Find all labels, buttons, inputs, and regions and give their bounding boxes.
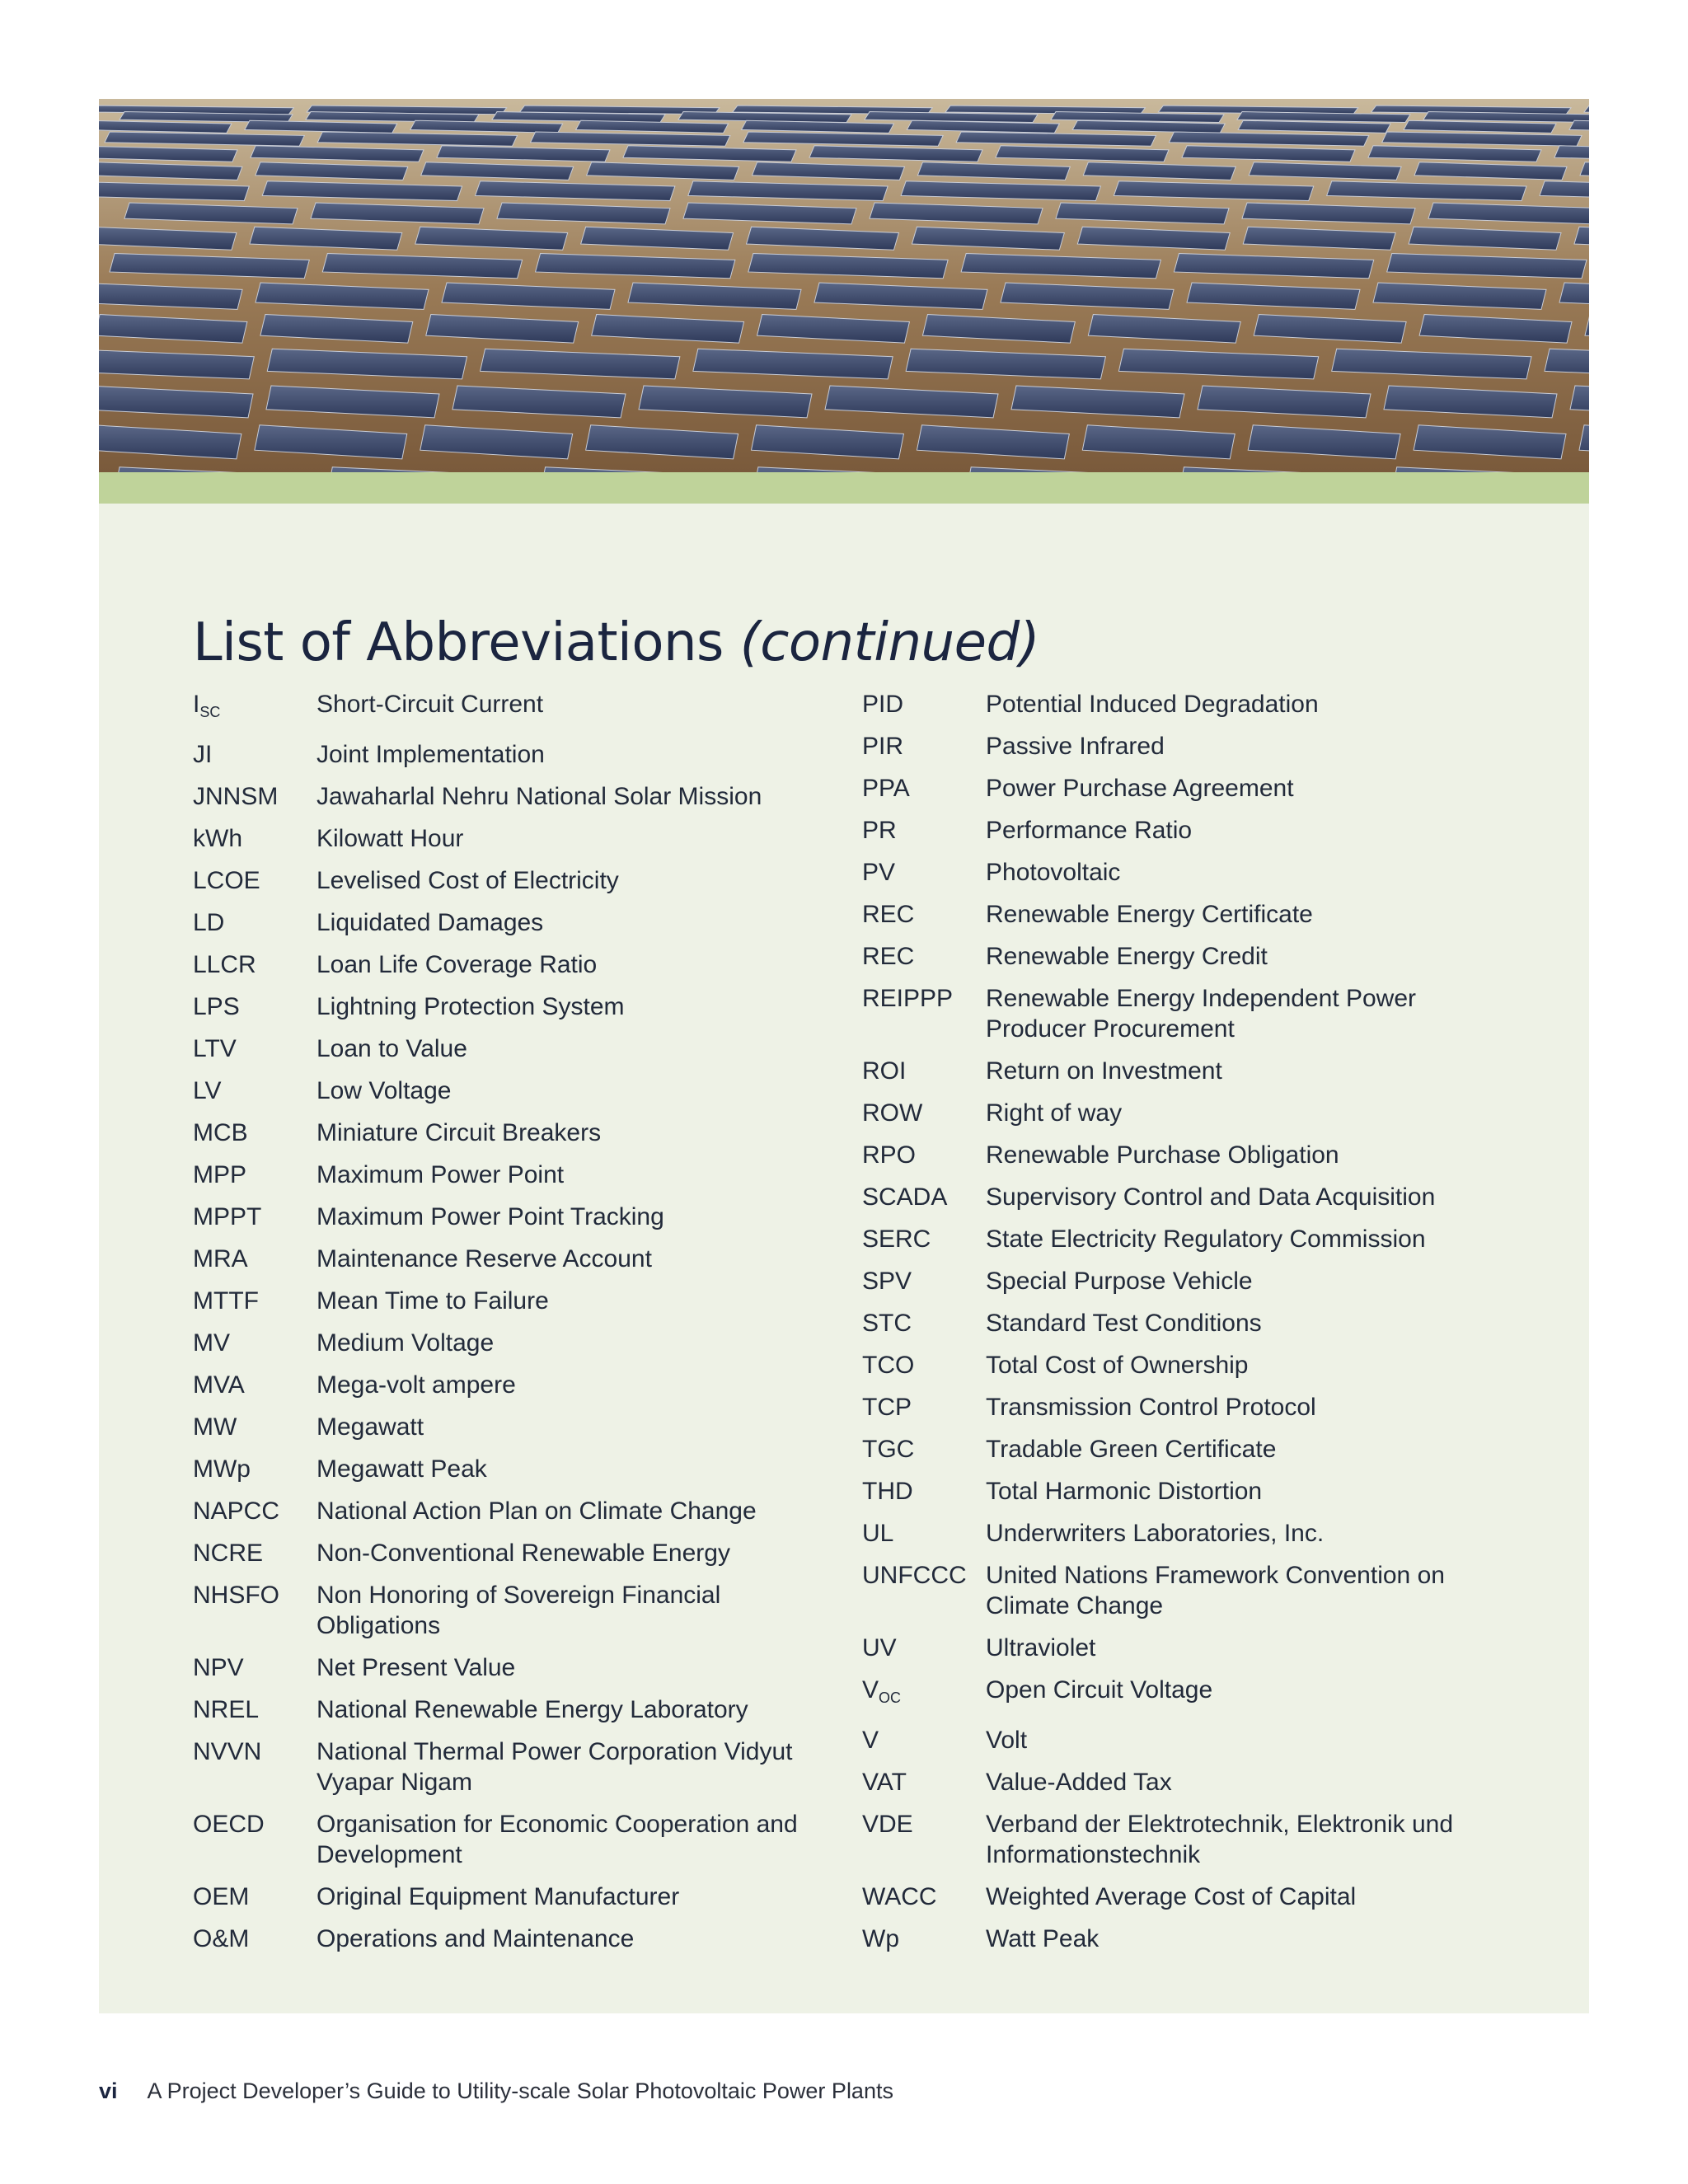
abbreviation-term: NAPCC: [193, 1497, 280, 1525]
abbreviation-row: [193, 1118, 836, 1148]
abbreviation-row: [193, 781, 836, 812]
abbreviations-left-column: [193, 689, 836, 1966]
abbreviation-definition: Operations and Maintenance: [316, 1925, 635, 1952]
abbreviation-row: [862, 1767, 1505, 1797]
abbreviation-row: [193, 1412, 836, 1442]
page-footer: [99, 2079, 893, 2104]
abbreviation-term: TCO: [862, 1352, 915, 1379]
abbreviation-term: $V_{OC}$: [862, 1676, 902, 1706]
abbreviation-definition: Mean Time to Failure: [316, 1287, 549, 1315]
abbreviation-term: PPA: [862, 775, 910, 802]
abbreviation-definition: Supervisory Control and Data Acquisition: [986, 1183, 1436, 1211]
abbreviation-term: UL: [862, 1520, 894, 1547]
abbreviation-row: [862, 1882, 1505, 1912]
abbreviation-row: [862, 1434, 1505, 1465]
abbreviation-term: PIR: [862, 733, 904, 760]
abbreviation-term: NHSFO: [193, 1582, 279, 1609]
abbreviation-row: [193, 1033, 836, 1064]
abbreviation-row: [193, 739, 836, 770]
abbreviation-term: OECD: [193, 1811, 265, 1838]
abbreviation-definition: Ultraviolet: [986, 1634, 1096, 1661]
abbreviation-term: NCRE: [193, 1540, 264, 1567]
abbreviation-term: LPS: [193, 993, 240, 1020]
abbreviation-definition: Transmission Control Protocol: [986, 1394, 1316, 1421]
abbreviation-term: $I_{SC}$: [193, 691, 221, 720]
abbreviation-definition: Photovoltaic: [986, 859, 1121, 886]
abbreviation-row: [193, 1454, 836, 1484]
abbreviation-row: [862, 1224, 1505, 1254]
abbreviation-term: RPO: [862, 1141, 917, 1169]
abbreviation-row: [193, 1244, 836, 1274]
abbreviation-term: PID: [862, 691, 904, 718]
abbreviation-row: [862, 1392, 1505, 1422]
abbreviation-definition: Miniature Circuit Breakers: [316, 1119, 602, 1146]
abbreviation-definition: Volt: [986, 1727, 1028, 1754]
abbreviation-definition: Short-Circuit Current: [316, 691, 544, 718]
abbreviation-definition: Loan Life Coverage Ratio: [316, 951, 598, 978]
abbreviation-definition: Renewable Purchase Obligation: [986, 1141, 1339, 1169]
abbreviation-subscript: SC: [199, 704, 221, 720]
abbreviation-row: [193, 991, 836, 1022]
abbreviation-term: kWh: [193, 825, 242, 852]
title-main: List of Abbreviations: [193, 612, 724, 673]
abbreviation-definition: Maximum Power Point: [316, 1161, 565, 1188]
abbreviation-term: Wp: [862, 1925, 899, 1952]
abbreviation-row: [193, 1652, 836, 1683]
abbreviation-definition: Levelised Cost of Electricity: [316, 867, 619, 894]
abbreviation-term: ROI: [862, 1057, 907, 1085]
abbreviation-row: [193, 1736, 836, 1797]
abbreviation-row: [862, 1056, 1505, 1086]
abbreviation-definition: Joint Implementation: [316, 741, 545, 768]
abbreviation-term: MRA: [193, 1245, 248, 1272]
abbreviation-term: NREL: [193, 1696, 260, 1723]
abbreviation-term: PV: [862, 859, 896, 886]
abbreviation-definition: Non Honoring of Sovereign Financial Obligations: [316, 1582, 721, 1639]
abbreviation-term: MWp: [193, 1455, 251, 1483]
abbreviation-row: [862, 731, 1505, 762]
abbreviation-definition: Passive Infrared: [986, 733, 1165, 760]
abbreviation-row: [193, 1286, 836, 1316]
abbreviation-row: [862, 983, 1505, 1044]
abbreviation-row: [862, 815, 1505, 846]
abbreviation-term: STC: [862, 1310, 912, 1337]
abbreviation-row: [193, 1496, 836, 1526]
abbreviation-row: [193, 1328, 836, 1358]
abbreviation-definition: Low Voltage: [316, 1077, 452, 1104]
abbreviation-row: [862, 1308, 1505, 1338]
abbreviation-row: [193, 1538, 836, 1568]
abbreviation-term: TGC: [862, 1436, 915, 1463]
abbreviation-definition: National Renewable Energy Laboratory: [316, 1696, 748, 1723]
abbreviation-row: [862, 1182, 1505, 1212]
abbreviation-term: JNNSM: [193, 783, 279, 810]
abbreviation-row: [862, 899, 1505, 930]
abbreviation-term: THD: [862, 1478, 913, 1505]
abbreviation-term: PR: [862, 817, 897, 844]
abbreviation-row: [193, 1580, 836, 1641]
abbreviation-definition: Weighted Average Cost of Capital: [986, 1883, 1357, 1910]
abbreviations-right-column: [862, 689, 1505, 1966]
abbreviation-definition: Watt Peak: [986, 1925, 1100, 1952]
abbreviation-term: MVA: [193, 1371, 245, 1399]
abbreviation-row: [862, 689, 1505, 719]
abbreviation-row: [193, 1882, 836, 1912]
abbreviation-term: MPPT: [193, 1203, 262, 1230]
abbreviation-term: ROW: [862, 1099, 923, 1127]
abbreviation-row: [862, 1476, 1505, 1507]
abbreviation-term: OEM: [193, 1883, 250, 1910]
abbreviation-term: SERC: [862, 1226, 931, 1253]
abbreviation-definition: Kilowatt Hour: [316, 825, 464, 852]
abbreviation-term: MV: [193, 1329, 230, 1357]
abbreviation-row: [862, 1924, 1505, 1954]
abbreviation-term: REIPPP: [862, 985, 954, 1012]
abbreviation-definition: Special Purpose Vehicle: [986, 1268, 1253, 1295]
abbreviation-definition: Total Cost of Ownership: [986, 1352, 1249, 1379]
abbreviation-definition: Underwriters Laboratories, Inc.: [986, 1520, 1325, 1547]
abbreviation-term: LLCR: [193, 951, 256, 978]
abbreviation-definition: National Thermal Power Corporation Vidyut Vyapar Nigam: [316, 1738, 793, 1796]
abbreviation-term: MTTF: [193, 1287, 259, 1315]
abbreviation-row: [862, 1350, 1505, 1380]
abbreviation-row: [862, 1633, 1505, 1663]
abbreviation-definition: Return on Investment: [986, 1057, 1222, 1085]
abbreviation-term: JI: [193, 741, 213, 768]
abbreviation-term: O&M: [193, 1925, 250, 1952]
abbreviation-term: MW: [193, 1413, 237, 1441]
page-title: [193, 612, 1039, 673]
abbreviation-definition: Mega-volt ampere: [316, 1371, 516, 1399]
abbreviation-definition: Verband der Elektrotechnik, Elektronik und Informationstechnik: [986, 1811, 1453, 1868]
abbreviation-definition: Standard Test Conditions: [986, 1310, 1262, 1337]
abbreviation-definition: Value-Added Tax: [986, 1769, 1172, 1796]
abbreviation-definition: Power Purchase Agreement: [986, 775, 1294, 802]
abbreviation-term: LV: [193, 1077, 222, 1104]
abbreviation-definition: Renewable Energy Credit: [986, 943, 1268, 970]
abbreviation-row: [193, 1924, 836, 1954]
abbreviation-term: TCP: [862, 1394, 912, 1421]
abbreviation-row: [193, 907, 836, 938]
abbreviation-term: UV: [862, 1634, 897, 1661]
abbreviation-term: VDE: [862, 1811, 913, 1838]
abbreviation-row: [862, 857, 1505, 888]
abbreviation-term: REC: [862, 901, 915, 928]
abbreviation-term: VAT: [862, 1769, 907, 1796]
abbreviation-definition: Right of way: [986, 1099, 1123, 1127]
abbreviation-definition: Non-Conventional Renewable Energy: [316, 1540, 730, 1567]
abbreviation-row: [862, 1266, 1505, 1296]
abbreviation-definition: Loan to Value: [316, 1035, 467, 1062]
abbreviation-term: MCB: [193, 1119, 248, 1146]
abbreviation-definition: Renewable Energy Independent Power Producer Procurement: [986, 985, 1417, 1043]
abbreviation-row: [862, 1140, 1505, 1170]
abbreviation-definition: United Nations Framework Convention on Climate Change: [986, 1562, 1445, 1619]
title-suffix: (continued): [739, 612, 1040, 673]
abbreviation-definition: Original Equipment Manufacturer: [316, 1883, 680, 1910]
solar-field-photo: [99, 99, 1589, 472]
abbreviation-row: [193, 1202, 836, 1232]
abbreviation-definition: Performance Ratio: [986, 817, 1193, 844]
abbreviation-subscript: OC: [879, 1690, 902, 1706]
abbreviation-row: [193, 689, 836, 728]
abbreviation-row: [193, 1076, 836, 1106]
abbreviation-definition: Tradable Green Certificate: [986, 1436, 1277, 1463]
abbreviation-definition: Medium Voltage: [316, 1329, 495, 1357]
abbreviation-row: [193, 1694, 836, 1725]
abbreviation-definition: Liquidated Damages: [316, 909, 544, 936]
abbreviation-row: [862, 1098, 1505, 1128]
abbreviation-term: UNFCCC: [862, 1562, 967, 1589]
abbreviation-row: [862, 1560, 1505, 1621]
abbreviation-term: WACC: [862, 1883, 937, 1910]
abbreviation-term: MPP: [193, 1161, 247, 1188]
abbreviation-definition: National Action Plan on Climate Change: [316, 1497, 757, 1525]
abbreviation-term: REC: [862, 943, 915, 970]
abbreviation-definition: Net Present Value: [316, 1654, 516, 1681]
abbreviation-term: V: [862, 1727, 879, 1754]
abbreviation-definition: Potential Induced Degradation: [986, 691, 1319, 718]
abbreviation-term: LCOE: [193, 867, 260, 894]
footer-title: A Project Developer’s Guide to Utility-scale Solar Photovoltaic Power Plants: [147, 2079, 893, 2103]
abbreviation-definition: Lightning Protection System: [316, 993, 625, 1020]
abbreviation-term: SCADA: [862, 1183, 948, 1211]
abbreviation-term: NPV: [193, 1654, 244, 1681]
abbreviation-definition: Megawatt: [316, 1413, 424, 1441]
abbreviation-definition: Renewable Energy Certificate: [986, 901, 1313, 928]
abbreviation-term: NVVN: [193, 1738, 262, 1765]
abbreviation-definition: Megawatt Peak: [316, 1455, 487, 1483]
abbreviation-row: [862, 1675, 1505, 1713]
abbreviation-definition: Maximum Power Point Tracking: [316, 1203, 664, 1230]
abbreviation-row: [862, 1518, 1505, 1549]
abbreviation-row: [193, 949, 836, 980]
page-number: vi: [99, 2079, 118, 2103]
abbreviation-row: [193, 1809, 836, 1870]
abbreviation-row: [193, 823, 836, 854]
abbreviation-definition: State Electricity Regulatory Commission: [986, 1226, 1426, 1253]
solar-panels-illustration: [99, 99, 1589, 472]
abbreviation-term: SPV: [862, 1268, 912, 1295]
abbreviation-definition: Open Circuit Voltage: [986, 1676, 1213, 1704]
abbreviation-row: [193, 865, 836, 896]
abbreviation-row: [193, 1160, 836, 1190]
abbreviation-definition: Maintenance Reserve Account: [316, 1245, 652, 1272]
abbreviation-term: LTV: [193, 1035, 237, 1062]
abbreviation-row: [862, 1725, 1505, 1755]
abbreviation-definition: Total Harmonic Distortion: [986, 1478, 1263, 1505]
abbreviation-row: [862, 773, 1505, 804]
abbreviation-term: LD: [193, 909, 225, 936]
abbreviation-row: [862, 941, 1505, 972]
green-accent-band: [99, 472, 1589, 504]
abbreviation-definition: Jawaharlal Nehru National Solar Mission: [316, 783, 762, 810]
abbreviation-row: [862, 1809, 1505, 1870]
abbreviation-definition: Organisation for Economic Cooperation and Development: [316, 1811, 798, 1868]
abbreviation-row: [193, 1370, 836, 1400]
